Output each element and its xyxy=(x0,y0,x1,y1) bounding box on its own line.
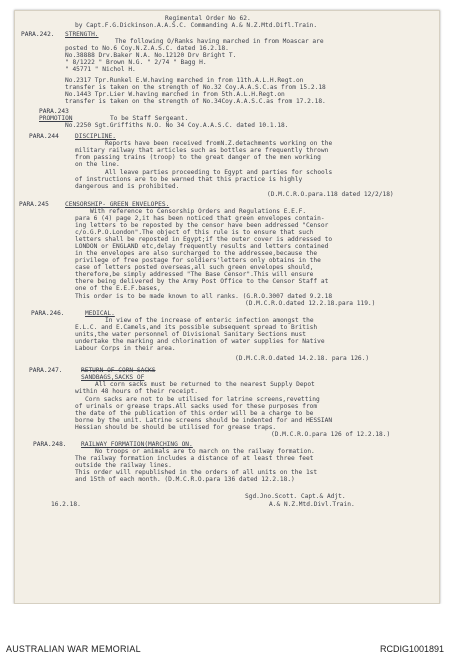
para-245-number: PARA.245 xyxy=(19,201,49,208)
para-242-line: No.2317 Tpr.Runkel E.W.having marched in from 11th.A.L.H.Regt.on xyxy=(65,77,304,84)
para-244-line: Reports have been received fromN.Z.detachments working on the xyxy=(105,140,333,147)
para-243-line: No.2250 Sgt.Griffiths N.O. No 34 Coy.A.A.S.C. dated 10.1.18. xyxy=(65,122,289,129)
para-246-title: MEDICAL. xyxy=(85,310,115,317)
para-245-line: LONDON or ENGLAND etc,delay frequently results and letters contained xyxy=(75,243,329,250)
para-242-roster: " 8/1222 " Brown N.G. " 2/74 " Bagg H. xyxy=(65,59,207,66)
para-246-line: units,the water personnel of Divisional Sanitary Sections must xyxy=(75,331,306,338)
para-244-number: PARA.244 xyxy=(29,133,59,140)
para-244-line: military railway that articles such as bottles are frequently thrown xyxy=(75,147,329,154)
para-245-line: c/o.G.P.O.London".The object of this rule is to ensure that such xyxy=(75,229,314,236)
signature-line: Sgd.Jno.Scott. Capt.& Adjt. xyxy=(245,493,346,500)
para-246-reference: (D.M.C.R.O.dated 14.2.18. para 126.) xyxy=(235,355,370,362)
para-247-title-struck: RETURN OF CORN SACKS xyxy=(81,367,156,374)
para-243-title: PROMOTION xyxy=(39,115,73,122)
para-246-number: PARA.246. xyxy=(31,310,65,317)
para-248-number: PARA.248. xyxy=(33,441,67,448)
para-245-line: para 6 (4) page 2,it has been noticed that green envelopes contain- xyxy=(75,215,325,222)
order-number: Regimental Order No 62. xyxy=(165,15,251,22)
para-244-line: on the line. xyxy=(75,161,120,168)
para-244-line: of instructions are to be warned that this practice is highly xyxy=(75,176,303,183)
para-244-line: All leave parties proceeding to Egypt and parties for schools xyxy=(105,169,333,176)
document-page xyxy=(14,10,440,604)
para-242-roster: " 45771 " Nichol H. xyxy=(65,66,136,73)
para-245-line: letters shall be reposted in Egypt;if the outer cover is addressed to xyxy=(75,236,333,243)
para-242-title: STRENGTH. xyxy=(65,31,99,38)
para-246-line: E.L.C. and E.Camels,and its possible subsequent spread to British xyxy=(75,324,318,331)
para-247-line: Hessian should be should be utilised for grease traps. xyxy=(75,424,277,431)
para-247-reference: (D.M.C.R.O.para 126 of 12.2.18.) xyxy=(271,431,391,438)
para-247-title: SANDBAGS,SACKS OF xyxy=(81,374,145,381)
para-242-line: transfer is taken on the strength of No.34Coy.A.A.S.C.as from 17.2.18. xyxy=(65,98,326,105)
para-246-line: undertake the marking and chlorination of water supplies for Native xyxy=(75,338,325,345)
para-248-line: This order will republished in the orders of all units on the 1st xyxy=(75,469,318,476)
para-245-line: case of letters posted overseas,all such green envelopes should, xyxy=(75,264,314,271)
para-245-line: one of the E.E.F.bases, xyxy=(75,285,161,292)
archive-name: AUSTRALIAN WAR MEMORIAL xyxy=(6,644,141,654)
archive-footer xyxy=(0,604,454,654)
para-244-line: from passing trains (troop) to the great danger of the men working xyxy=(75,154,321,161)
para-244-line: dangerous and is prohibited. xyxy=(75,183,180,190)
para-242-roster: No.38888 Drv.Baker N.A. No.12120 Drv Bright T. xyxy=(65,52,237,59)
para-245-line: there being delivered by the Army Post Office to the Censor Staff at xyxy=(75,278,329,285)
para-245-line: therefore,be simply addressed "The Base Censor".This will ensure xyxy=(75,271,314,278)
para-245-reference: (D.M.C.R.O.dated 12.2.18.para 119.) xyxy=(245,300,376,307)
para-246-line: Labour Corps in their area. xyxy=(75,345,176,352)
order-date: 16.2.18. xyxy=(51,501,81,508)
para-242-line: transfer is taken on the strength of No.32 Coy.A.A.S.C.as from 15.2.18 xyxy=(65,84,326,91)
para-248-line: No troops or animals are to march on the railway formation. xyxy=(95,448,315,455)
para-247-line: Corn sacks are not to be utilised for latrine screens,revetting xyxy=(85,396,320,403)
order-issuer: by Capt.F.G.Dickinson.A.A.S.C. Commanding A.& N.Z.Mtd.Difl.Train. xyxy=(75,22,318,29)
para-245-line: With reference to Censorship Orders and Regulations E.E.F. xyxy=(90,208,307,215)
para-246-line: In view of the increase of enteric infection amongst the xyxy=(105,317,314,324)
para-242-number: PARA.242. xyxy=(21,31,55,38)
para-247-line: within 48 hours of their receipt. xyxy=(75,388,198,395)
para-248-line: and 15th of each month. (D.M.C.R.O.para 136 dated 12.2.18.) xyxy=(75,476,295,483)
para-244-reference: (D.M.C.R.O.para.118 dated 12/2/18) xyxy=(267,191,394,198)
para-245-line: in the envelopes are also surcharged to the addressee,because the xyxy=(75,250,318,257)
para-245-line: ing letters to be reposted by the censor have been addressed "Censor xyxy=(75,222,329,229)
para-248-line: The railway formation includes a distance of at least three feet xyxy=(75,455,314,462)
para-243-line: To be Staff Sergeant. xyxy=(110,115,189,122)
para-248-line: outside the railway lines. xyxy=(75,462,172,469)
para-247-line: borne by the unit. Latrine screens should be indented for and HESSIAN xyxy=(75,417,333,424)
para-244-title: DISCIPLINE. xyxy=(75,133,116,140)
para-247-line: All corn sacks must be returned to the nearest Supply Depot xyxy=(95,381,315,388)
signature-unit: A.& N.Z.Mtd.Divl.Train. xyxy=(269,501,355,508)
para-245-line: This order is to be made known to all ranks. (G.R.O.3007 dated 9.2.18 xyxy=(75,293,333,300)
para-242-line: posted to No.6 Coy.N.Z.A.S.C. dated 16.2.18. xyxy=(65,45,229,52)
para-242-line: No.1443 Tpr.Lier W.having marched in from 5th.A.L.H.Regt.on xyxy=(65,91,285,98)
para-247-number: PARA.247. xyxy=(29,367,63,374)
para-248-title: RAILWAY FORMATION(MARCHING ON. xyxy=(81,441,193,448)
archive-reference: RCDIG1001891 xyxy=(379,644,444,654)
para-245-title: CENSORSHIP- GREEN ENVELOPES. xyxy=(65,201,170,208)
para-245-line: privilege of free postage for soldiers'letters only obtains in the xyxy=(75,257,321,264)
para-242-line: The following O/Ranks having marched in from Moascar are xyxy=(115,38,324,45)
para-243-number: PARA.243 xyxy=(39,108,69,115)
para-247-line: the date of the publication of this order will be a charge to be xyxy=(75,410,314,417)
para-247-line: of urinals or grease traps.All sacks used for these purposes from xyxy=(75,403,318,410)
